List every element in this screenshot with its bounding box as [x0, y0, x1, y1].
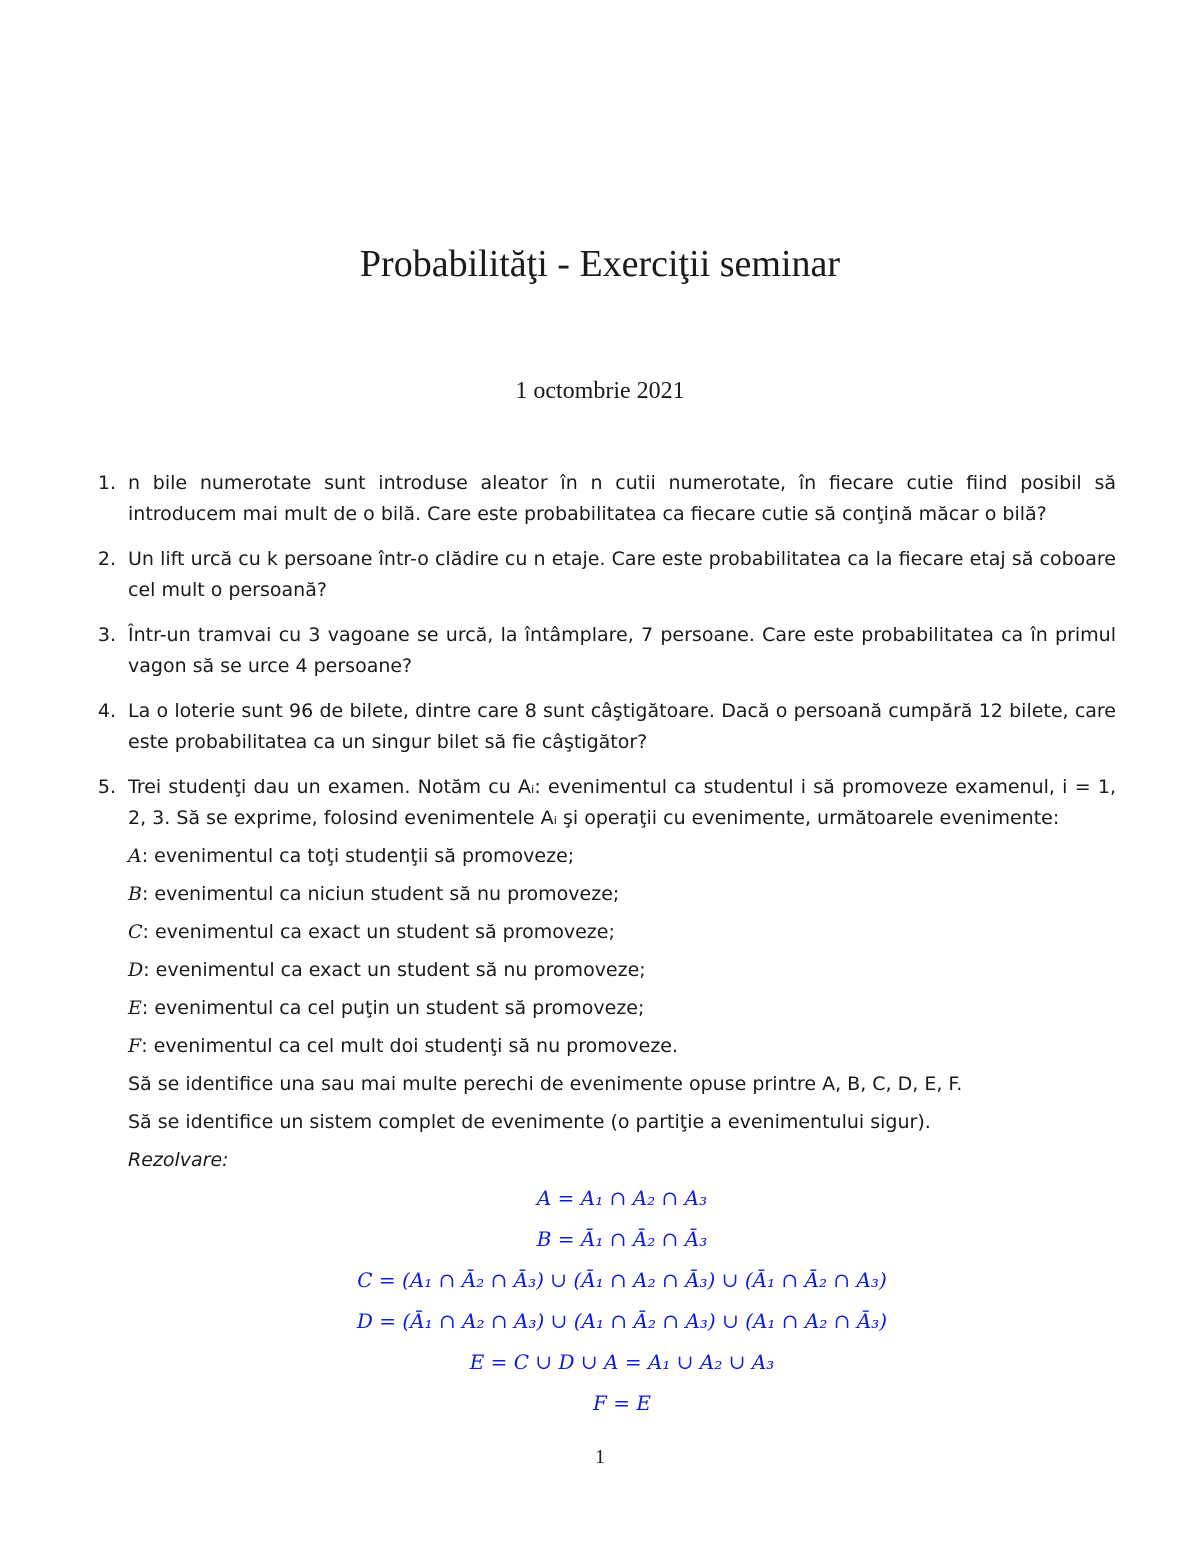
problem-text: n bile numerotate sunt introduse aleator în n cutii numerotate, în fiecare cutie fiind posibil să introducem mai mult de o bilă. Care este probabilitatea ca fiecare cutie să conţină măcar o bilă? [128, 472, 1116, 525]
solution-equation-d: D = (Ā₁ ∩ A₂ ∩ A₃) ∪ (A₁ ∩ Ā₂ ∩ A₃) ∪ (A₁ ∩ A₂ ∩ Ā₃) [356, 1309, 888, 1333]
problem-1 [86, 468, 1116, 530]
problem-number: 2. [97, 548, 116, 570]
event-b [128, 879, 1116, 910]
event-label: E [128, 997, 142, 1019]
event-description: : evenimentul ca cel mult doi studenţi să nu promoveze. [141, 1035, 679, 1057]
problem-number: 3. [97, 624, 116, 646]
problem-2 [86, 544, 1116, 606]
solution-equation-e: E = C ∪ D ∪ A = A₁ ∪ A₂ ∪ A₃ [469, 1350, 775, 1374]
problem-number: 5. [97, 776, 116, 798]
problem-4 [86, 696, 1116, 758]
problem-text: Un lift urcă cu k persoane într-o clădire cu n etaje. Care este probabilitatea ca la fiecare etaj să coboare cel mult o persoană? [128, 548, 1116, 601]
event-label: F [128, 1035, 142, 1057]
problem-text: Trei studenţi dau un examen. Notăm cu Aᵢ: evenimentul ca studentul i să promoveze examenul, i = 1, 2, 3. Să se exprime, folosind evenimentele Aᵢ şi operaţii cu evenimente, următoarele evenimente: [128, 776, 1116, 829]
problem-list [86, 468, 1116, 1438]
solution-equation-a: A = A₁ ∩ A₂ ∩ A₃ [536, 1186, 708, 1210]
question-opposite-events: Să se identifice una sau mai multe perechi de evenimente opuse printre A, B, C, D, E, F. [128, 1073, 963, 1095]
event-e [128, 993, 1116, 1024]
event-label: B [128, 883, 142, 905]
document-title: Probabilităţi - Exerciţii seminar [359, 243, 841, 285]
problem-5 [86, 772, 1116, 1424]
problem-number: 1. [97, 472, 116, 494]
problem-text: Într-un tramvai cu 3 vagoane se urcă, la întâmplare, 7 persoane. Care este probabilitatea ca în primul vagon să se urce 4 persoane? [128, 624, 1116, 677]
event-description: : evenimentul ca cel puţin un student să promoveze; [141, 997, 645, 1019]
event-d [128, 955, 1116, 986]
solution-equation-b: B = Ā₁ ∩ Ā₂ ∩ Ā₃ [536, 1227, 708, 1251]
event-description: : evenimentul ca exact un student să promoveze; [142, 921, 615, 943]
problem-number: 4. [97, 700, 116, 722]
page-number: 1 [595, 1446, 605, 1468]
solution-heading: Rezolvare: [128, 1149, 229, 1171]
event-description: : evenimentul ca toţi studenţii să promoveze; [141, 845, 575, 867]
event-description: : evenimentul ca niciun student să nu promoveze; [141, 883, 620, 905]
event-description: : evenimentul ca exact un student să nu promoveze; [143, 959, 646, 981]
event-label: A [128, 845, 142, 867]
event-f [128, 1031, 1116, 1062]
problem-text: La o loterie sunt 96 de bilete, dintre care 8 sunt câştigătoare. Dacă o persoană cumpără 12 bilete, care este probabilitatea ca un singur bilet să fie câştigător? [128, 700, 1116, 753]
problem-3 [86, 620, 1116, 682]
solution-equation-c: C = (A₁ ∩ Ā₂ ∩ Ā₃) ∪ (Ā₁ ∩ A₂ ∩ Ā₃) ∪ (Ā₁ ∩ Ā₂ ∩ A₃) [357, 1268, 887, 1292]
solution-equation-f: F = E [593, 1391, 651, 1415]
question-complete-system: Să se identifice un sistem complet de evenimente (o partiţie a evenimentului sigur). [128, 1111, 931, 1133]
event-a [128, 841, 1116, 872]
event-label: D [128, 959, 144, 981]
document-date: 1 octombrie 2021 [515, 378, 685, 404]
solution-equations [128, 1178, 1116, 1424]
event-c [128, 917, 1116, 948]
event-label: C [128, 921, 143, 943]
